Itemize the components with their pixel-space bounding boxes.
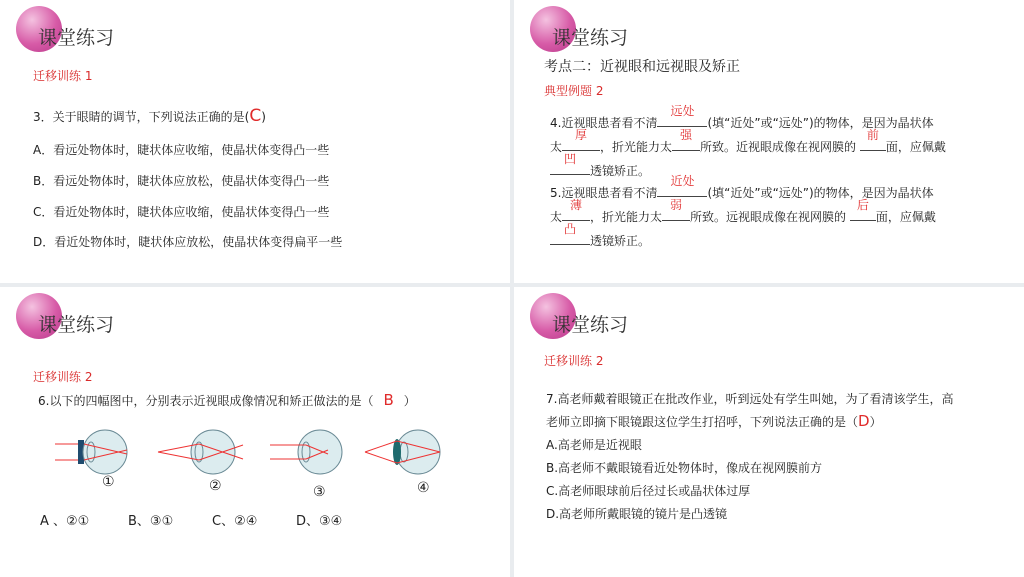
eye-diagram-2 xyxy=(158,430,243,474)
option-b: B.高老师不戴眼镜看近处物体时，像成在视网膜前方 xyxy=(546,461,823,475)
fill-blank: 近处 xyxy=(657,182,707,197)
choice-a: A 、②① xyxy=(40,514,90,529)
panel-title: 课堂练习 xyxy=(552,27,629,49)
figure-label-1: ① xyxy=(102,474,115,490)
question-6: 6.以下的四幅图中，分别表示近视眼成像情况和矫正做法的是（ B ） xyxy=(38,391,416,409)
fill-blank: 后 xyxy=(850,206,876,221)
figure-label-4: ④ xyxy=(417,480,430,496)
panel-title: 课堂练习 xyxy=(38,314,115,336)
eye-diagram-4 xyxy=(365,430,440,474)
question-5-line-1: 5.远视眼患者看不清 近处 (填“近处”或“远处”)的物体，是因为晶状体 xyxy=(550,174,934,200)
section-subtitle: 迁移训练 1 xyxy=(33,69,93,83)
option-a: A.高老师是近视眼 xyxy=(546,438,642,452)
option-d: D.高老师所戴眼镜的镜片是凸透镜 xyxy=(546,507,728,521)
slide-panel-3 xyxy=(0,287,510,577)
section-subtitle: 典型例题 2 xyxy=(544,84,604,98)
fill-blank: 远处 xyxy=(657,112,707,127)
question-7-line-2: 老师立即摘下眼镜跟这位学生打招呼，下列说法正确的是（D） xyxy=(546,412,882,430)
question-5-line-3: 凸 透镜矫正。 xyxy=(550,230,650,249)
question-4-line-2: 太 厚 ，折光能力太 强 所致。近视眼成像在视网膜的 前 面，应佩戴 xyxy=(550,128,946,154)
question-4-line-3: 凹 透镜矫正。 xyxy=(550,160,650,179)
answer-mark: B xyxy=(383,391,394,409)
section-heading: 考点二：近视眼和远视眼及矫正 xyxy=(544,59,740,75)
option-a: A．看远处物体时，睫状体应收缩，使晶状体变得凸一些 xyxy=(33,143,330,157)
question-5-line-2: 太 薄 ，折光能力太 弱 所致。远视眼成像在视网膜的 后 面，应佩戴 xyxy=(550,198,936,224)
answer-mark: C xyxy=(249,106,262,126)
question-3: 3．关于眼睛的调节，下列说法正确的是(C) xyxy=(33,106,266,126)
fill-blank: 薄 xyxy=(562,206,590,221)
option-b: B．看远处物体时，睫状体应放松，使晶状体变得凸一些 xyxy=(33,174,330,188)
eye-diagrams xyxy=(0,427,510,507)
slide-panel-1 xyxy=(0,0,510,283)
section-subtitle: 迁移训练 2 xyxy=(33,370,93,384)
fill-blank: 强 xyxy=(672,136,700,151)
answer-mark: D xyxy=(858,412,870,430)
section-subtitle: 迁移训练 2 xyxy=(544,354,604,368)
question-4-line-1: 4.近视眼患者看不清 远处 (填“近处”或“远处”)的物体，是因为晶状体 xyxy=(550,104,934,130)
fill-blank: 凹 xyxy=(550,160,590,175)
fill-blank: 凸 xyxy=(550,230,590,245)
fill-blank: 前 xyxy=(860,136,886,151)
choice-b: B、③① xyxy=(128,514,174,529)
choice-d: D、③④ xyxy=(296,514,343,529)
figure-label-3: ③ xyxy=(313,484,326,500)
panel-title: 课堂练习 xyxy=(38,27,115,49)
eye-diagram-1 xyxy=(55,430,127,474)
question-7-line-1: 7.高老师戴着眼镜正在批改作业，听到远处有学生叫她，为了看清该学生，高 xyxy=(546,392,954,406)
figure-label-2: ② xyxy=(209,478,222,494)
fill-blank: 弱 xyxy=(662,206,690,221)
fill-blank: 厚 xyxy=(562,136,600,151)
slide-panel-4 xyxy=(514,287,1024,577)
option-c: C.高老师眼球前后径过长或晶状体过厚 xyxy=(546,484,751,498)
panel-title: 课堂练习 xyxy=(552,314,629,336)
option-c: C．看近处物体时，睫状体应收缩，使晶状体变得凸一些 xyxy=(33,205,330,219)
slide-panel-2 xyxy=(514,0,1024,283)
option-d: D．看近处物体时，睫状体应放松，使晶状体变得扁平一些 xyxy=(33,235,343,249)
choice-c: C、②④ xyxy=(212,514,258,529)
eye-diagram-3 xyxy=(270,430,342,474)
